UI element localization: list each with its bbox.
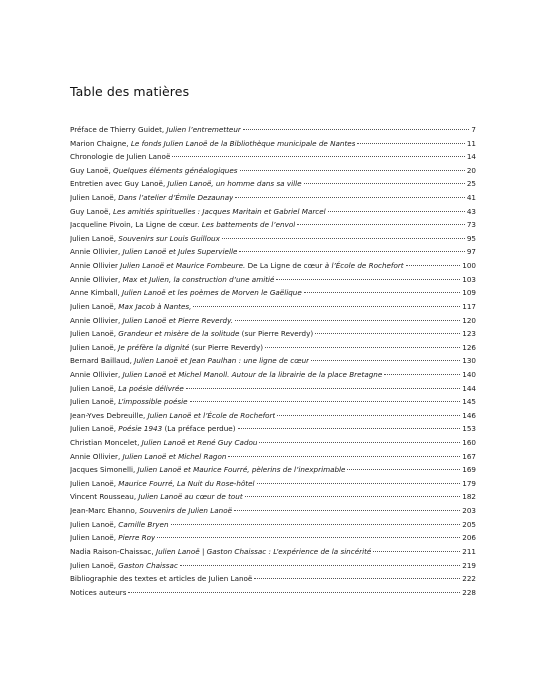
toc-entry-title <box>70 477 255 491</box>
toc-entry-text: Julien Lanoë, <box>70 533 119 543</box>
dot-leader <box>406 265 461 266</box>
toc-entry-title <box>70 150 170 164</box>
toc-entry-text: De La Ligne de cœur <box>247 261 325 271</box>
toc-entry <box>70 504 476 518</box>
dot-leader <box>228 456 460 457</box>
toc-entry-page-number: 211 <box>462 546 476 556</box>
toc-entry-italic-text: Julien Lanoë, un homme dans sa ville <box>167 179 302 189</box>
toc-entry-italic-text: Julien Lanoë au cœur de tout <box>138 492 243 502</box>
dot-leader <box>235 320 460 321</box>
dot-leader <box>222 238 465 239</box>
dot-leader <box>328 211 465 212</box>
toc-entry-title <box>70 504 232 518</box>
toc-entry <box>70 409 476 423</box>
toc-entry-page-number: 205 <box>462 519 476 529</box>
toc-entry <box>70 150 476 164</box>
dot-leader <box>235 197 464 198</box>
toc-entry-italic-text: Quelques éléments généalogiques <box>113 165 238 175</box>
page-title: Table des matières <box>70 84 190 99</box>
toc-entry-title <box>70 191 233 205</box>
toc-entry-italic-text: Julien Lanoë et Jules Supervielle <box>122 247 238 257</box>
toc-entry-title <box>70 436 257 450</box>
toc-entry-title <box>70 545 371 559</box>
toc-entry-italic-text: Julien l’entremetteur <box>166 125 241 134</box>
toc-entry <box>70 490 476 504</box>
toc-entry-page-number: 153 <box>462 424 476 434</box>
toc-entry-italic-text: Souvenirs de Julien Lanoë <box>139 506 233 516</box>
dot-leader <box>304 292 461 293</box>
toc-entry-title <box>70 518 169 532</box>
toc-entry-text: Jacqueline Pivoin, La Ligne de cœur. <box>70 220 202 230</box>
toc-entry-text: Notices auteurs <box>70 587 127 597</box>
toc-entry-italic-text: Julien Lanoë et Jean Paulhan : une ligne de cœur <box>134 356 310 366</box>
toc-entry-page-number: 97 <box>466 247 476 257</box>
toc-entry-text: Nadia Raison-Chaissac, <box>70 546 156 556</box>
toc-entry-italic-text: Julien Lanoë et Michel Ragon <box>122 451 227 461</box>
toc-entry <box>70 177 476 191</box>
toc-entry-title <box>70 559 178 573</box>
toc-entry-title <box>70 218 295 232</box>
toc-entry-page-number: 117 <box>462 301 476 311</box>
dot-leader <box>240 170 465 171</box>
toc-entry-page-number: 100 <box>462 261 476 271</box>
toc-entry <box>70 205 476 219</box>
toc-entry-page-number: 43 <box>466 206 476 216</box>
dot-leader <box>357 143 464 144</box>
dot-leader <box>193 306 460 307</box>
toc-entry-text: (sur Pierre Reverdy) <box>239 329 314 339</box>
toc-entry-text: Marion Chaigne, <box>70 138 131 148</box>
dot-leader <box>172 156 464 157</box>
toc-entry-text: Anne Kimball, <box>70 288 122 298</box>
toc-entry <box>70 463 476 477</box>
dot-leader <box>373 551 460 552</box>
toc-entry <box>70 545 476 559</box>
toc-entry <box>70 422 476 436</box>
toc-entry <box>70 586 476 600</box>
toc-entry-page-number: 222 <box>462 574 476 584</box>
table-of-contents <box>70 123 476 599</box>
dot-leader <box>238 428 461 429</box>
toc-entry-page-number: 203 <box>462 506 476 516</box>
toc-entry-text: Julien Lanoë, <box>70 342 119 352</box>
toc-entry <box>70 395 476 409</box>
toc-entry-text: Annie Ollivier, <box>70 247 123 257</box>
toc-entry-title <box>70 422 236 436</box>
toc-entry <box>70 191 476 205</box>
toc-entry-text: Annie Ollivier, <box>70 315 123 325</box>
toc-entry-page-number: 140 <box>462 369 476 379</box>
toc-entry-text: Annie Ollivier <box>70 261 121 271</box>
toc-entry-text: Vincent Rousseau, <box>70 492 139 502</box>
toc-entry <box>70 531 476 545</box>
toc-entry-page-number: 120 <box>462 315 476 325</box>
toc-entry <box>70 436 476 450</box>
toc-entry-text: Julien Lanoë, <box>70 478 119 488</box>
toc-entry <box>70 164 476 178</box>
toc-entry-text: Julien Lanoë, <box>70 233 119 243</box>
toc-entry-page-number: 146 <box>462 410 476 420</box>
dot-leader <box>243 129 470 130</box>
toc-entry-title <box>70 341 263 355</box>
dot-leader <box>347 469 460 470</box>
toc-entry <box>70 137 476 151</box>
toc-entry-text: Julien Lanoë, <box>70 383 119 393</box>
toc-entry-text: Préface de Thierry Guidet, <box>70 125 167 134</box>
toc-entry <box>70 300 476 314</box>
toc-entry-page-number: 179 <box>462 478 476 488</box>
toc-entry-italic-text: Les battements de l’envol <box>201 220 296 230</box>
toc-entry-title <box>70 490 243 504</box>
toc-entry <box>70 232 476 246</box>
toc-entry-italic-text: Les amitiés spirituelles : Jacques Maritain et Gabriel Marcel <box>113 206 326 216</box>
toc-entry-title <box>70 586 126 600</box>
toc-entry-italic-text: Julien Lanoë et Michel Manoll. Autour de la librairie de la place Bretagne <box>122 369 383 379</box>
toc-entry-text: (sur Pierre Reverdy) <box>189 342 264 352</box>
toc-entry <box>70 477 476 491</box>
toc-entry-italic-text: Max Jacob à Nantes, <box>118 301 192 311</box>
toc-entry <box>70 450 476 464</box>
toc-entry-text: Annie Ollivier, <box>70 451 123 461</box>
toc-entry-text: (La préface perdue) <box>162 424 236 434</box>
toc-entry-text: Annie Ollivier, <box>70 369 123 379</box>
toc-entry-text: Julien Lanoë, <box>70 424 119 434</box>
toc-entry-page-number: 7 <box>471 125 476 134</box>
toc-entry-page-number: 25 <box>466 179 476 189</box>
dot-leader <box>190 401 461 402</box>
toc-entry <box>70 341 476 355</box>
toc-entry-title <box>70 300 191 314</box>
toc-entry-text: Guy Lanoë, <box>70 206 114 216</box>
toc-entry <box>70 314 476 328</box>
toc-entry-text: Jacques Simonelli, <box>70 465 138 475</box>
toc-entry-text: Jean-Yves Debreuille, <box>70 410 148 420</box>
toc-entry-italic-text: Julien Lanoë et Pierre Reverdy. <box>122 315 234 325</box>
toc-entry <box>70 354 476 368</box>
toc-entry-title <box>70 409 275 423</box>
toc-entry-page-number: 20 <box>466 165 476 175</box>
dot-leader <box>384 374 460 375</box>
toc-entry-title <box>70 273 274 287</box>
toc-entry-page-number: 228 <box>462 587 476 597</box>
toc-entry-page-number: 145 <box>462 397 476 407</box>
toc-entry <box>70 273 476 287</box>
toc-entry-italic-text: La poésie délivrée <box>118 383 184 393</box>
toc-entry-italic-text: Dans l’atelier d’Émile Dezaunay <box>118 193 234 203</box>
dot-leader <box>254 578 460 579</box>
dot-leader <box>304 183 465 184</box>
toc-entry-title <box>70 531 155 545</box>
toc-entry-page-number: 206 <box>462 533 476 543</box>
toc-entry-page-number: 123 <box>462 329 476 339</box>
toc-entry-italic-text: Julien Lanoë | Gaston Chaissac : L’expérience de la sincérité <box>155 546 372 556</box>
dot-leader <box>180 565 460 566</box>
toc-entry-italic-text: Le fonds Julien Lanoë de la Bibliothèque municipale de Nantes <box>130 138 356 148</box>
dot-leader <box>276 279 460 280</box>
toc-entry <box>70 286 476 300</box>
toc-entry-italic-text: Julien Lanoë et Maurice Fourré, pèlerins de l’inexprimable <box>137 465 346 475</box>
toc-entry <box>70 559 476 573</box>
dot-leader <box>259 442 460 443</box>
toc-entry-italic-text: Pierre Roy <box>118 533 156 543</box>
toc-entry-text: Julien Lanoë, <box>70 397 119 407</box>
toc-entry-page-number: 14 <box>466 152 476 162</box>
toc-entry-page-number: 182 <box>462 492 476 502</box>
toc-entry-title <box>70 395 188 409</box>
toc-entry-text: Julien Lanoë, <box>70 301 119 311</box>
toc-entry-title <box>70 164 238 178</box>
dot-leader <box>239 251 464 252</box>
toc-entry-title <box>70 368 382 382</box>
toc-entry-page-number: 219 <box>462 560 476 570</box>
toc-entry-title <box>70 205 326 219</box>
toc-entry-title <box>70 245 237 259</box>
dot-leader <box>257 483 461 484</box>
toc-entry-title <box>70 137 355 151</box>
dot-leader <box>186 388 460 389</box>
toc-entry-page-number: 109 <box>462 288 476 298</box>
toc-entry-text: Guy Lanoë, <box>70 165 114 175</box>
toc-entry-text: Jean-Marc Ehanno, <box>70 506 140 516</box>
dot-leader <box>265 347 460 348</box>
toc-entry-page-number: 169 <box>462 465 476 475</box>
toc-entry <box>70 368 476 382</box>
toc-entry-italic-text: Julien Lanoë et René Guy Cadou <box>141 438 258 448</box>
toc-entry-page-number: 73 <box>466 220 476 230</box>
toc-entry-page-number: 103 <box>462 274 476 284</box>
dot-leader <box>128 592 460 593</box>
toc-entry-text: Annie Ollivier, <box>70 274 123 284</box>
dot-leader <box>311 360 460 361</box>
toc-entry-italic-text: à l’École de Rochefort <box>324 261 404 271</box>
toc-entry-italic-text: Je préfère la dignité <box>118 342 190 352</box>
dot-leader <box>297 224 465 225</box>
toc-entry-text: Bernard Baillaud, <box>70 356 135 366</box>
toc-entry-italic-text: Poésie 1943 <box>118 424 163 434</box>
toc-entry-text: Chronologie de Julien Lanoë <box>70 152 171 162</box>
toc-entry-page-number: 144 <box>462 383 476 393</box>
toc-entry-page-number: 126 <box>462 342 476 352</box>
toc-entry-italic-text: Gaston Chaissac <box>118 560 178 570</box>
dot-leader <box>234 510 460 511</box>
toc-entry <box>70 245 476 259</box>
toc-entry-title <box>70 177 302 191</box>
toc-entry <box>70 218 476 232</box>
toc-entry-italic-text: Camille Bryen <box>118 519 169 529</box>
toc-entry-italic-text: Max et Julien, la construction d’une amitié <box>122 274 275 284</box>
toc-entry-text: Julien Lanoë, <box>70 329 119 339</box>
toc-entry-italic-text: Julien Lanoë et Maurice Fombeure. <box>120 261 248 271</box>
toc-entry-title <box>70 123 241 137</box>
toc-entry-title <box>70 450 226 464</box>
dot-leader <box>171 524 461 525</box>
toc-entry-italic-text: Maurice Fourré, La Nuit du Rose-hôtel <box>118 478 255 488</box>
toc-entry-title <box>70 382 184 396</box>
toc-entry-text: Entretien avec Guy Lanoë, <box>70 179 168 189</box>
toc-entry-page-number: 130 <box>462 356 476 366</box>
toc-entry-title <box>70 232 220 246</box>
toc-entry-page-number: 11 <box>466 138 476 148</box>
toc-entry-title <box>70 314 233 328</box>
toc-entry-italic-text: Julien Lanoë et les poèmes de Morven le Gaëlique <box>121 288 302 298</box>
dot-leader <box>245 496 461 497</box>
toc-entry <box>70 518 476 532</box>
toc-entry <box>70 572 476 586</box>
toc-entry-page-number: 95 <box>466 233 476 243</box>
toc-entry-title <box>70 463 345 477</box>
toc-entry-title <box>70 354 309 368</box>
toc-entry-italic-text: Souvenirs sur Louis Guilloux <box>118 233 220 243</box>
toc-entry-title <box>70 572 252 586</box>
toc-entry-page-number: 160 <box>462 438 476 448</box>
toc-entry <box>70 123 476 137</box>
toc-entry-italic-text: L’impossible poésie <box>118 397 188 407</box>
toc-entry-italic-text: Grandeur et misère de la solitude <box>118 329 240 339</box>
toc-entry-text: Bibliographie des textes et articles de Julien Lanoë <box>70 574 253 584</box>
toc-entry-text: Julien Lanoë, <box>70 519 119 529</box>
toc-entry <box>70 259 476 273</box>
toc-entry-page-number: 41 <box>466 193 476 203</box>
toc-entry-text: Julien Lanoë, <box>70 560 119 570</box>
toc-entry <box>70 327 476 341</box>
toc-entry-title <box>70 286 302 300</box>
toc-entry-page-number: 167 <box>462 451 476 461</box>
dot-leader <box>315 333 460 334</box>
toc-entry-text: Christian Moncelet, <box>70 438 142 448</box>
toc-entry <box>70 382 476 396</box>
toc-entry-title <box>70 327 313 341</box>
toc-entry-title <box>70 259 404 273</box>
dot-leader <box>277 415 460 416</box>
dot-leader <box>157 537 460 538</box>
toc-entry-italic-text: Julien Lanoë et l’École de Rochefort <box>147 410 276 420</box>
toc-entry-text: Julien Lanoë, <box>70 193 119 203</box>
